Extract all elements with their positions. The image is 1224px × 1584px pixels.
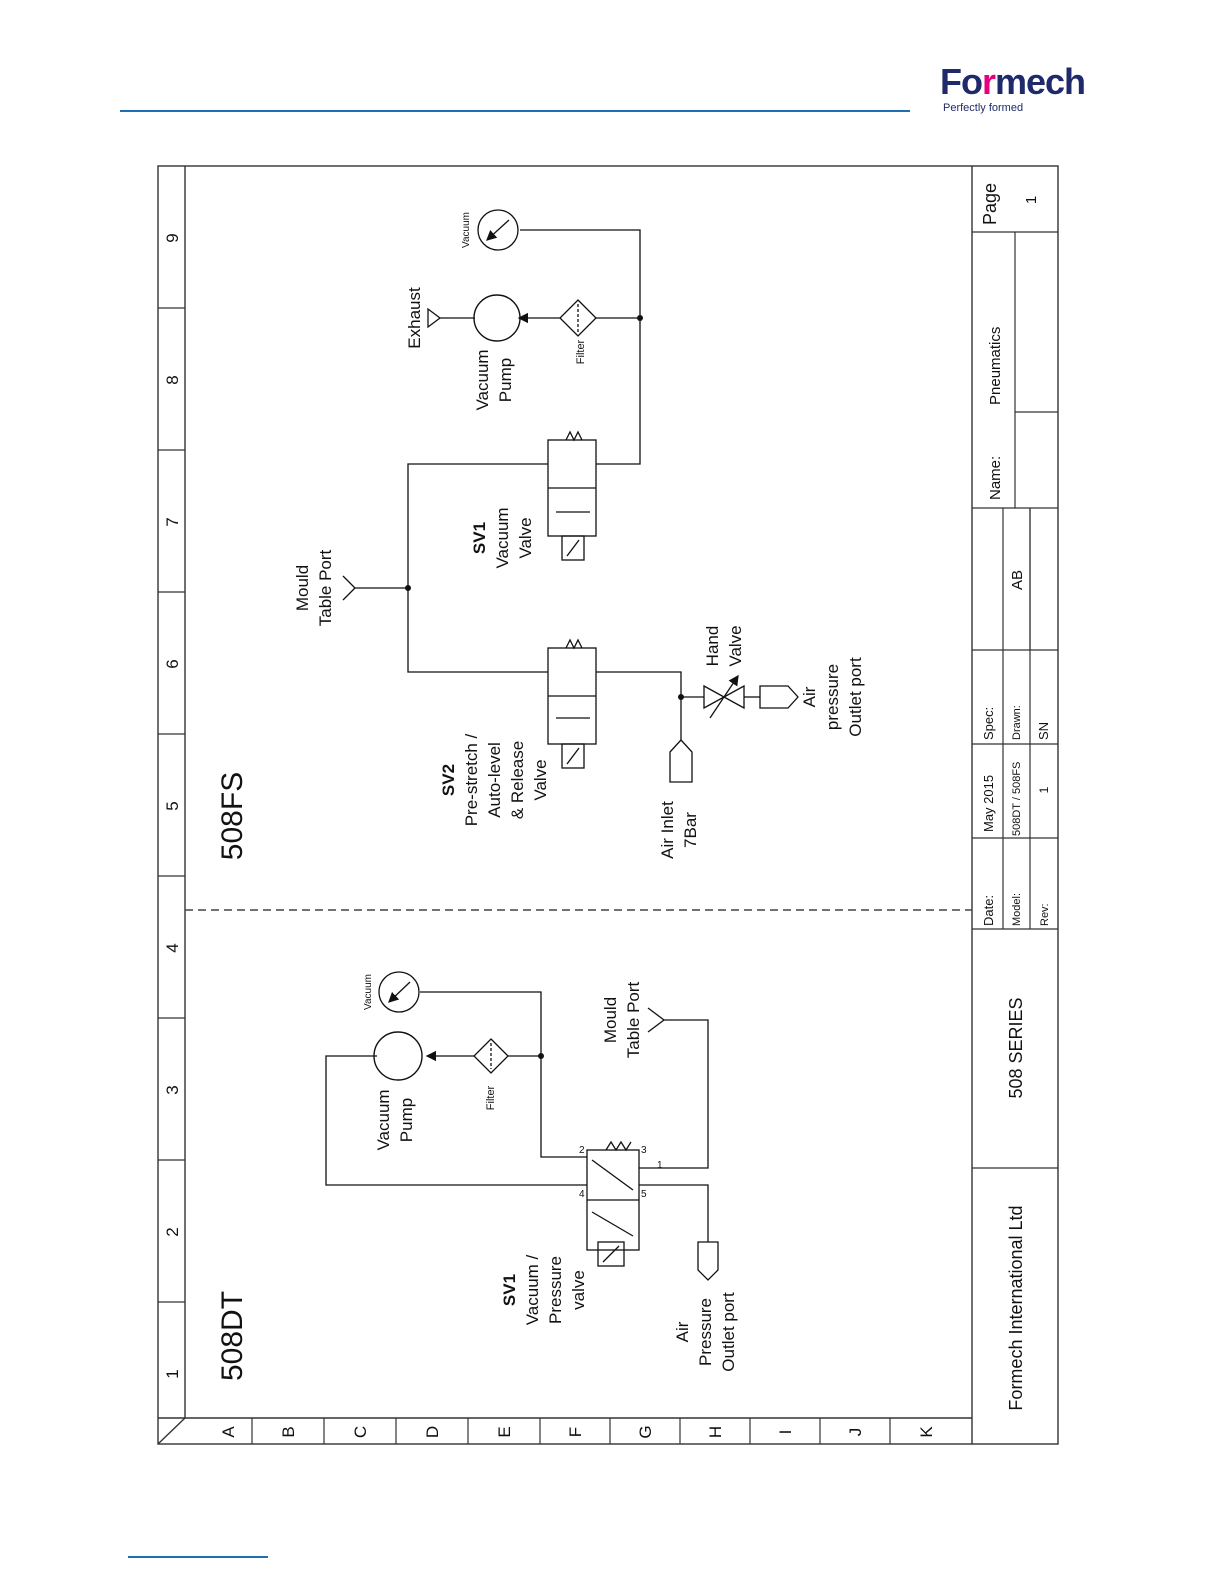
row-label-j: J bbox=[846, 1427, 865, 1437]
right-mould-line-1: Mould bbox=[293, 564, 312, 612]
date-value: May 2015 bbox=[981, 774, 996, 832]
model-value: 508DT / 508FS bbox=[1011, 761, 1023, 836]
left-gauge-label: Vacuum bbox=[363, 974, 374, 1010]
sv1-left-line-1: Vacuum / bbox=[523, 1254, 542, 1326]
row-label-e: E bbox=[495, 1426, 514, 1438]
column-label-1: 1 bbox=[163, 1369, 182, 1379]
column-label-7: 7 bbox=[163, 517, 182, 527]
left-outlet-line-3: Outlet port bbox=[719, 1292, 738, 1372]
rev-label: Rev: bbox=[1039, 903, 1051, 926]
right-mould-port bbox=[343, 576, 355, 600]
model-label: Model: bbox=[1011, 892, 1023, 926]
column-label-9: 9 bbox=[163, 233, 182, 243]
column-label-6: 6 bbox=[163, 659, 182, 669]
right-outlet-line-1: Air bbox=[800, 686, 819, 708]
left-vacuum-gauge bbox=[379, 972, 419, 1012]
right-vacuum-pump bbox=[474, 295, 520, 341]
sv1-left-line-2: Pressure bbox=[546, 1255, 565, 1325]
left-junction-dot bbox=[538, 1053, 544, 1059]
left-vacuum-pump bbox=[374, 1032, 422, 1080]
column-label-8: 8 bbox=[163, 375, 182, 385]
sn-value: SN bbox=[1036, 721, 1051, 740]
right-filter-label: Filter bbox=[575, 339, 587, 365]
left-outlet-line-2: Pressure bbox=[696, 1297, 715, 1367]
left-air-outlet bbox=[639, 1185, 718, 1280]
circuit-title-508dt: 508DT bbox=[216, 1290, 249, 1382]
name-value: Pneumatics bbox=[987, 326, 1004, 405]
port-label-2: 2 bbox=[579, 1145, 585, 1156]
right-pump-line-2: Pump bbox=[496, 357, 515, 403]
column-label-2: 2 bbox=[163, 1227, 182, 1237]
right-outlet-line-3: Outlet port bbox=[846, 657, 865, 737]
right-mould-line-2: Table Port bbox=[316, 549, 335, 627]
air-inlet-line-2: 7Bar bbox=[681, 812, 700, 848]
right-junction-mould bbox=[405, 585, 411, 591]
series-name: 508 SERIES bbox=[1006, 997, 1026, 1099]
left-pump-line-2: Pump bbox=[397, 1097, 416, 1143]
row-label-a: A bbox=[219, 1426, 238, 1438]
sv1-right-id: SV1 bbox=[470, 521, 489, 555]
right-outlet-line-2: pressure bbox=[823, 663, 842, 731]
row-label-b: B bbox=[279, 1426, 298, 1438]
right-vacuum-gauge bbox=[478, 210, 518, 250]
drawing-frame bbox=[158, 166, 1058, 1444]
sv1-left-label bbox=[500, 1254, 588, 1325]
row-label-d: D bbox=[423, 1425, 442, 1439]
sv1-right-line-1: Vacuum bbox=[493, 507, 512, 569]
company-name: Formech International Ltd bbox=[1006, 1205, 1026, 1411]
logo-tagline: Perfectly formed bbox=[943, 102, 1024, 114]
page-label: Page bbox=[980, 182, 1000, 225]
sv1-right-line-2: Valve bbox=[516, 517, 535, 559]
left-filter bbox=[474, 1039, 508, 1073]
name-label: Name: bbox=[987, 455, 1004, 500]
drawn-value: AB bbox=[1009, 569, 1026, 591]
logo-accent-letter: r bbox=[981, 61, 995, 102]
row-label-k: K bbox=[917, 1426, 936, 1438]
sv2-line-1: Pre-stretch / bbox=[462, 733, 481, 827]
sv2-id: SV2 bbox=[439, 763, 458, 797]
left-vacuum-lines bbox=[326, 992, 708, 1185]
air-inlet-line-1: Air Inlet bbox=[658, 801, 677, 859]
exhaust-port bbox=[428, 309, 440, 327]
row-label-h: H bbox=[706, 1425, 725, 1439]
port-label-4: 4 bbox=[579, 1189, 585, 1200]
logo-text-end: mech bbox=[995, 61, 1086, 102]
date-label: Date: bbox=[981, 894, 996, 926]
hand-valve-line-2: Valve bbox=[726, 625, 745, 667]
right-gauge-label: Vacuum bbox=[461, 212, 472, 248]
column-label-5: 5 bbox=[163, 801, 182, 811]
column-label-4: 4 bbox=[163, 943, 182, 953]
row-label-f: F bbox=[566, 1426, 585, 1438]
sv2-line-2: Auto-level bbox=[485, 742, 504, 818]
left-filter-label: Filter bbox=[485, 1085, 497, 1111]
sv2-valve bbox=[548, 640, 596, 768]
row-label-i: I bbox=[776, 1429, 795, 1435]
column-label-3: 3 bbox=[163, 1085, 182, 1095]
row-label-g: G bbox=[636, 1425, 655, 1439]
right-junction-filter bbox=[637, 315, 643, 321]
page-value: 1 bbox=[1023, 195, 1040, 205]
right-filter bbox=[560, 300, 596, 336]
left-mould-line-2: Table Port bbox=[624, 981, 643, 1059]
sv2-line-4: Valve bbox=[531, 759, 550, 801]
sv2-line-3: & Release bbox=[508, 740, 527, 820]
air-inlet-port bbox=[670, 740, 692, 782]
footer-rule bbox=[128, 1556, 268, 1558]
spec-label: Spec: bbox=[981, 706, 996, 740]
left-pump-line-1: Vacuum bbox=[374, 1089, 393, 1151]
right-junction-inlet bbox=[678, 694, 684, 700]
port-label-3: 3 bbox=[641, 1145, 647, 1156]
sv1-vacuum-valve bbox=[548, 432, 596, 560]
rev-value: 1 bbox=[1037, 786, 1051, 794]
drawn-label: Drawn: bbox=[1011, 705, 1023, 740]
left-mould-line-1: Mould bbox=[601, 996, 620, 1044]
sv1-left-line-3: valve bbox=[569, 1270, 588, 1310]
logo-text: Fo bbox=[940, 61, 982, 102]
exhaust-label: Exhaust bbox=[405, 287, 424, 349]
left-outlet-line-1: Air bbox=[673, 1321, 692, 1343]
port-label-1: 1 bbox=[657, 1160, 663, 1171]
sv1-vacuum-pressure-valve bbox=[587, 1142, 639, 1266]
row-label-c: C bbox=[351, 1425, 370, 1439]
hand-valve bbox=[704, 676, 744, 718]
port-label-5: 5 bbox=[641, 1189, 647, 1200]
sv1-left-id: SV1 bbox=[500, 1273, 519, 1307]
right-pump-line-1: Vacuum bbox=[473, 349, 492, 411]
hand-valve-line-1: Hand bbox=[703, 625, 722, 667]
circuit-title-508fs: 508FS bbox=[216, 771, 249, 861]
right-air-outlet bbox=[760, 686, 798, 708]
left-mould-port bbox=[648, 1008, 664, 1032]
